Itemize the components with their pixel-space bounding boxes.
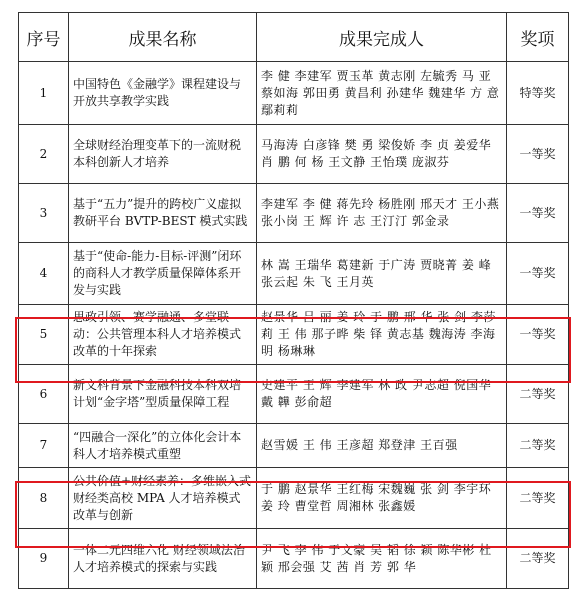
row-no: 7 [19, 424, 69, 468]
row-name: “四融合一深化”的立体化会计本科人才培养模式重塑 [69, 424, 257, 468]
row-people: 尹 飞 李 伟 于文豪 吴 韬 徐 颖 陈华彬 杜 颖 邢会强 艾 茜 肖 芳 郭 华 [257, 529, 507, 589]
row-name: 公共价值+财经素养：多维嵌入式财经类高校 MPA 人才培养模式改革与创新 [69, 468, 257, 529]
row-award: 一等奖 [507, 305, 569, 365]
awards-table [18, 12, 569, 589]
row-no: 2 [19, 125, 69, 184]
table-row [19, 243, 569, 305]
row-name: 思政引领、赛学融通、多堂联动：公共管理本科人才培养模式改革的十年探索 [69, 305, 257, 365]
row-no: 3 [19, 184, 69, 243]
row-people: 马海涛 白彦锋 樊 勇 梁俊娇 李 贞 姜爱华 肖 鹏 何 杨 王文静 王怡璞 庞淑芬 [257, 125, 507, 184]
row-name: 新文科背景下金融科技本科双培计划“金字塔”型质量保障工程 [69, 365, 257, 424]
row-name: 基于“五力”提升的跨校广义虚拟教研平台 BVTP-BEST 模式实践 [69, 184, 257, 243]
row-people: 赵雪媛 王 伟 王彦超 郑登津 王百强 [257, 424, 507, 468]
row-no: 5 [19, 305, 69, 365]
row-name: 基于“使命-能力-目标-评测”闭环的商科人才教学质量保障体系开发与实践 [69, 243, 257, 305]
row-name: 一体二元四维六化 财经领域法治人才培养模式的探索与实践 [69, 529, 257, 589]
row-name: 全球财经治理变革下的一流财税本科创新人才培养 [69, 125, 257, 184]
row-award: 二等奖 [507, 424, 569, 468]
table-row [19, 529, 569, 589]
header-people: 成果完成人 [257, 13, 507, 62]
row-no: 9 [19, 529, 69, 589]
row-people: 林 嵩 王瑞华 葛建新 于广涛 贾晓菁 姜 峰 张云起 朱 飞 王月英 [257, 243, 507, 305]
table-row [19, 468, 569, 529]
table-row [19, 305, 569, 365]
table-row [19, 125, 569, 184]
row-award: 一等奖 [507, 184, 569, 243]
row-award: 一等奖 [507, 125, 569, 184]
row-name: 中国特色《金融学》课程建设与开放共享教学实践 [69, 62, 257, 125]
row-award: 二等奖 [507, 529, 569, 589]
row-award: 二等奖 [507, 365, 569, 424]
header-award: 奖项 [507, 13, 569, 62]
row-people: 李 健 李建军 贾玉革 黄志刚 左毓秀 马 亚 蔡如海 郭田勇 黄昌利 孙建华 魏建华 方 意 鄢莉莉 [257, 62, 507, 125]
row-no: 6 [19, 365, 69, 424]
row-no: 8 [19, 468, 69, 529]
row-people: 李建军 李 健 蒋先玲 杨胜刚 邢天才 王小燕 张小岗 王 辉 许 志 王汀汀 郭金录 [257, 184, 507, 243]
row-no: 1 [19, 62, 69, 125]
table-row [19, 365, 569, 424]
row-people: 于 鹏 赵景华 王红梅 宋魏巍 张 剑 李宇环 姜 玲 曹堂哲 周湘林 张鑫媛 [257, 468, 507, 529]
row-people: 赵景华 吕 丽 姜 玲 于 鹏 邢 华 张 剑 李莎莉 王 伟 那子晔 柴 铎 黄志基 魏海涛 李海明 杨琳琳 [257, 305, 507, 365]
row-award: 一等奖 [507, 243, 569, 305]
row-no: 4 [19, 243, 69, 305]
header-name: 成果名称 [69, 13, 257, 62]
row-award: 二等奖 [507, 468, 569, 529]
header-no: 序号 [19, 13, 69, 62]
table-row [19, 424, 569, 468]
table-row [19, 62, 569, 125]
row-people: 史建平 王 辉 李建军 林 政 尹志超 倪国华 戴 韡 彭俞超 [257, 365, 507, 424]
table-row [19, 184, 569, 243]
row-award: 特等奖 [507, 62, 569, 125]
header-row [19, 13, 569, 62]
